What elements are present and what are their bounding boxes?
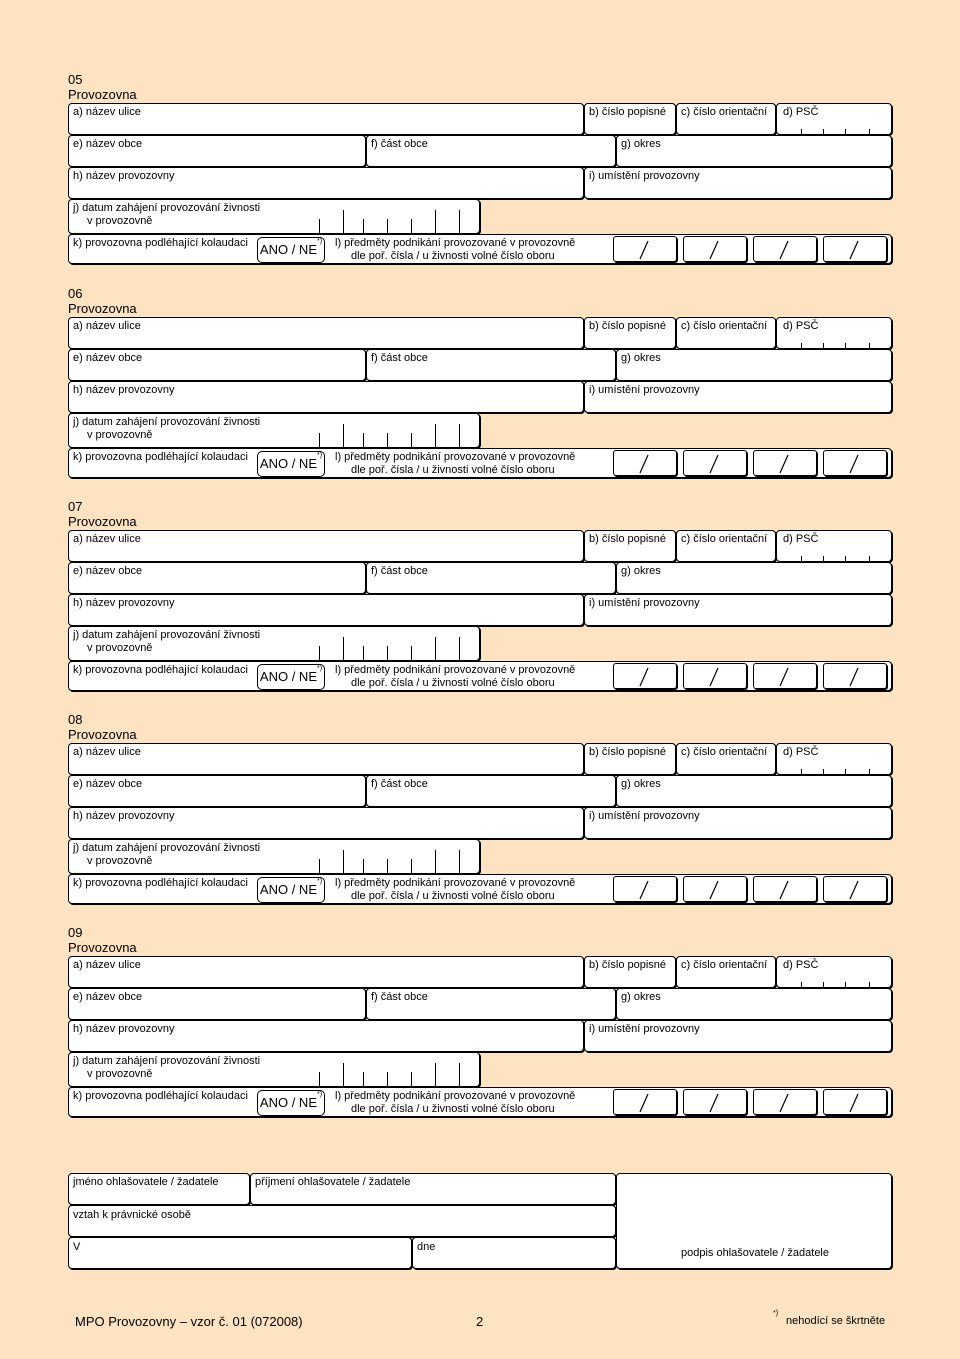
street-name-label: a) název ulice [73, 106, 141, 118]
orientation-number-field[interactable] [676, 317, 776, 349]
business-subject-code-field[interactable] [683, 663, 747, 689]
digit-separator [459, 850, 460, 874]
business-subject-code-field[interactable] [823, 236, 887, 262]
business-subject-code-field[interactable] [753, 450, 817, 476]
digit-separator [363, 219, 364, 234]
establishment-location-label: i) umístění provozovny [589, 810, 700, 822]
street-name-label: a) název ulice [73, 533, 141, 545]
slash-divider [754, 877, 816, 901]
street-name-field[interactable] [68, 317, 584, 349]
ano-ne-footnote-mark: *) [317, 878, 323, 885]
establishment-location-label: i) umístění provozovny [589, 170, 700, 182]
postal-code-label: d) PSČ [783, 533, 819, 545]
ano-ne-footnote-mark: *) [317, 1091, 323, 1098]
slash-divider [684, 451, 746, 475]
municipality-part-field[interactable] [366, 775, 616, 807]
slash-line [710, 1094, 718, 1112]
slash-divider [614, 877, 676, 901]
establishment-name-field[interactable] [68, 807, 584, 839]
postal-code-label: d) PSČ [783, 320, 819, 332]
establishment-name-field[interactable] [68, 1020, 584, 1052]
slash-divider [754, 237, 816, 261]
district-label: g) okres [621, 991, 661, 1003]
business-subject-code-field[interactable] [613, 1089, 677, 1115]
digit-separator [363, 433, 364, 448]
start-date-label: j) datum zahájení provozování živnosti [73, 416, 261, 428]
house-number-field[interactable] [584, 956, 676, 988]
business-subject-code-field[interactable] [823, 876, 887, 902]
postal-code-field[interactable] [776, 956, 892, 988]
postal-code-field[interactable] [776, 530, 892, 562]
establishment-name-label: h) název provozovny [73, 597, 175, 609]
section-title: 06 Provozovna [68, 286, 137, 316]
start-date-label: j) datum zahájení provozování živnosti [73, 629, 261, 641]
slash-divider [614, 1090, 676, 1114]
digit-separator [411, 219, 412, 234]
occupancy-permit-label: k) provozovna podléhající kolaudaci [73, 237, 248, 249]
establishment-name-label: h) název provozovny [73, 1023, 175, 1035]
slash-divider [614, 451, 676, 475]
ano-ne-text: ANO / NE [259, 669, 317, 684]
slash-divider [754, 451, 816, 475]
establishment-name-label: h) název provozovny [73, 170, 175, 182]
start-date-label-cont: v provozovně [87, 215, 153, 227]
business-subject-code-field[interactable] [823, 450, 887, 476]
slash-line [780, 1094, 788, 1112]
digit-separator [387, 219, 388, 234]
postal-code-field[interactable] [776, 317, 892, 349]
digit-separator [343, 210, 344, 234]
relation-label: vztah k právnické osobě [73, 1209, 192, 1221]
postal-code-field[interactable] [776, 103, 892, 135]
start-date-label: j) datum zahájení provozování živnosti [73, 842, 261, 854]
business-subject-code-field[interactable] [613, 450, 677, 476]
slash-line [640, 881, 648, 899]
digit-separator [459, 210, 460, 234]
digit-separator [319, 433, 320, 448]
digit-separator [319, 859, 320, 874]
business-subjects-label-cont: dle poř. čísla / u živnosti volné číslo oboru [351, 1103, 555, 1115]
slash-line [850, 668, 858, 686]
ano-ne-choice[interactable] [257, 1090, 325, 1116]
street-name-field[interactable] [68, 103, 584, 135]
digit-separator [411, 646, 412, 661]
house-number-label: b) číslo popisné [589, 746, 667, 758]
slash-line [710, 668, 718, 686]
slash-line [850, 455, 858, 473]
slash-line [710, 455, 718, 473]
municipality-part-label: f) část obce [371, 352, 428, 364]
start-date-field[interactable] [68, 626, 480, 661]
occupancy-permit-label: k) provozovna podléhající kolaudaci [73, 1090, 248, 1102]
municipality-label: e) název obce [73, 778, 143, 790]
start-date-label: j) datum zahájení provozování živnosti [73, 1055, 261, 1067]
orientation-number-field[interactable] [676, 743, 776, 775]
business-subjects-label: l) předměty podnikání provozované v provozovně [335, 1090, 576, 1102]
digit-separator [435, 850, 436, 874]
municipality-label: e) název obce [73, 991, 143, 1003]
slash-divider [824, 451, 886, 475]
business-subject-code-field[interactable] [753, 663, 817, 689]
street-name-label: a) název ulice [73, 746, 141, 758]
district-label: g) okres [621, 778, 661, 790]
ano-ne-text: ANO / NE [259, 456, 317, 471]
municipality-field[interactable] [68, 349, 366, 381]
start-date-label: j) datum zahájení provozování živnosti [73, 202, 261, 214]
slash-line [640, 455, 648, 473]
municipality-part-field[interactable] [366, 135, 616, 167]
house-number-field[interactable] [584, 103, 676, 135]
postal-code-label: d) PSČ [783, 106, 819, 118]
digit-separator [435, 637, 436, 661]
start-date-field[interactable] [68, 839, 480, 874]
slash-line [640, 668, 648, 686]
ano-ne-footnote-mark: *) [317, 238, 323, 245]
street-name-field[interactable] [68, 743, 584, 775]
section-title: 09 Provozovna [68, 925, 137, 955]
ano-ne-choice[interactable] [257, 877, 325, 903]
start-date-field[interactable] [68, 199, 480, 234]
house-number-field[interactable] [584, 317, 676, 349]
slash-line [850, 1094, 858, 1112]
business-subjects-label-cont: dle poř. čísla / u živnosti volné číslo oboru [351, 890, 555, 902]
business-subjects-label: l) předměty podnikání provozované v provozovně [335, 237, 576, 249]
municipality-part-label: f) část obce [371, 778, 428, 790]
municipality-part-label: f) část obce [371, 565, 428, 577]
municipality-part-label: f) část obce [371, 991, 428, 1003]
orientation-number-label: c) číslo orientační [681, 106, 768, 118]
orientation-number-label: c) číslo orientační [681, 533, 768, 545]
orientation-number-field[interactable] [676, 103, 776, 135]
orientation-number-label: c) číslo orientační [681, 746, 768, 758]
ano-ne-footnote-mark: *) [317, 665, 323, 672]
start-date-label-cont: v provozovně [87, 642, 153, 654]
establishment-location-label: i) umístění provozovny [589, 384, 700, 396]
business-subject-code-field[interactable] [823, 1089, 887, 1115]
street-name-label: a) název ulice [73, 320, 141, 332]
postal-code-label: d) PSČ [783, 746, 819, 758]
street-name-label: a) název ulice [73, 959, 141, 971]
business-subject-code-field[interactable] [613, 876, 677, 902]
slash-divider [614, 664, 676, 688]
date-field[interactable] [412, 1237, 616, 1269]
municipality-field[interactable] [68, 775, 366, 807]
slash-line [780, 668, 788, 686]
last-name-label: příjmení ohlašovatele / žadatele [255, 1176, 411, 1188]
date-label: dne [417, 1241, 436, 1253]
business-subject-code-field[interactable] [823, 663, 887, 689]
last-name-field[interactable] [250, 1173, 616, 1205]
orientation-number-field[interactable] [676, 530, 776, 562]
establishment-name-field[interactable] [68, 594, 584, 626]
digit-separator [343, 1063, 344, 1087]
district-label: g) okres [621, 352, 661, 364]
district-field[interactable] [616, 562, 892, 594]
house-number-field[interactable] [584, 743, 676, 775]
digit-separator [363, 646, 364, 661]
slash-line [710, 241, 718, 259]
business-subject-code-field[interactable] [683, 876, 747, 902]
ano-ne-text: ANO / NE [259, 1095, 317, 1110]
district-field[interactable] [616, 988, 892, 1020]
digit-separator [387, 1072, 388, 1087]
business-subject-code-field[interactable] [613, 663, 677, 689]
slash-line [640, 241, 648, 259]
district-label: g) okres [621, 565, 661, 577]
digit-separator [435, 1063, 436, 1087]
section-title: 07 Provozovna [68, 499, 137, 529]
municipality-field[interactable] [68, 562, 366, 594]
municipality-part-field[interactable] [366, 988, 616, 1020]
start-date-field[interactable] [68, 1052, 480, 1087]
signature-label: podpis ohlašovatele / žadatele [681, 1247, 829, 1259]
digit-separator [459, 637, 460, 661]
place-field[interactable] [68, 1237, 412, 1269]
slash-divider [824, 237, 886, 261]
ano-ne-text: ANO / NE [259, 882, 317, 897]
slash-line [850, 881, 858, 899]
digit-separator [387, 646, 388, 661]
orientation-number-label: c) číslo orientační [681, 959, 768, 971]
establishment-location-label: i) umístění provozovny [589, 597, 700, 609]
occupancy-permit-label: k) provozovna podléhající kolaudaci [73, 664, 248, 676]
slash-divider [614, 237, 676, 261]
municipality-part-label: f) část obce [371, 138, 428, 150]
section-title: 05 Provozovna [68, 72, 137, 102]
establishment-name-field[interactable] [68, 167, 584, 199]
postal-code-label: d) PSČ [783, 959, 819, 971]
digit-separator [459, 424, 460, 448]
slash-line [780, 455, 788, 473]
ano-ne-choice[interactable] [257, 237, 325, 263]
ano-ne-footnote-mark: *) [317, 452, 323, 459]
house-number-label: b) číslo popisné [589, 320, 667, 332]
occupancy-permit-label: k) provozovna podléhající kolaudaci [73, 451, 248, 463]
orientation-number-label: c) číslo orientační [681, 320, 768, 332]
digit-separator [319, 1072, 320, 1087]
house-number-field[interactable] [584, 530, 676, 562]
business-subjects-label-cont: dle poř. čísla / u živnosti volné číslo oboru [351, 677, 555, 689]
house-number-label: b) číslo popisné [589, 533, 667, 545]
orientation-number-field[interactable] [676, 956, 776, 988]
slash-divider [684, 1090, 746, 1114]
signature-field[interactable] [616, 1173, 892, 1269]
slash-line [780, 881, 788, 899]
section-title: 08 Provozovna [68, 712, 137, 742]
slash-divider [684, 237, 746, 261]
district-label: g) okres [621, 138, 661, 150]
digit-separator [411, 433, 412, 448]
business-subjects-label-cont: dle poř. čísla / u živnosti volné číslo oboru [351, 250, 555, 262]
establishment-location-field[interactable] [584, 807, 892, 839]
municipality-part-field[interactable] [366, 562, 616, 594]
slash-divider [754, 1090, 816, 1114]
relation-field[interactable] [68, 1205, 616, 1237]
place-label: V [73, 1241, 81, 1253]
slash-line [640, 1094, 648, 1112]
district-field[interactable] [616, 135, 892, 167]
footnote-mark: *) [773, 1310, 779, 1317]
establishment-name-label: h) název provozovny [73, 384, 175, 396]
first-name-field[interactable] [68, 1173, 250, 1205]
occupancy-permit-row[interactable] [68, 1087, 892, 1117]
digit-separator [319, 646, 320, 661]
digit-separator [411, 1072, 412, 1087]
occupancy-permit-row[interactable] [68, 448, 892, 478]
establishment-name-label: h) název provozovny [73, 810, 175, 822]
digit-separator [363, 1072, 364, 1087]
occupancy-permit-row[interactable] [68, 874, 892, 904]
postal-code-field[interactable] [776, 743, 892, 775]
business-subjects-label: l) předměty podnikání provozované v provozovně [335, 877, 576, 889]
ano-ne-text: ANO / NE [259, 242, 317, 257]
slash-divider [824, 664, 886, 688]
municipality-field[interactable] [68, 988, 366, 1020]
business-subjects-label-cont: dle poř. čísla / u živnosti volné číslo oboru [351, 464, 555, 476]
slash-divider [824, 1090, 886, 1114]
business-subject-code-field[interactable] [683, 1089, 747, 1115]
start-date-field[interactable] [68, 413, 480, 448]
business-subject-code-field[interactable] [753, 236, 817, 262]
business-subjects-label: l) předměty podnikání provozované v provozovně [335, 664, 576, 676]
municipality-field[interactable] [68, 135, 366, 167]
establishment-location-label: i) umístění provozovny [589, 1023, 700, 1035]
page-number: 2 [476, 1314, 484, 1329]
business-subject-code-field[interactable] [753, 876, 817, 902]
business-subject-code-field[interactable] [683, 450, 747, 476]
digit-separator [363, 859, 364, 874]
district-field[interactable] [616, 349, 892, 381]
street-name-field[interactable] [68, 530, 584, 562]
start-date-label-cont: v provozovně [87, 855, 153, 867]
business-subject-code-field[interactable] [613, 236, 677, 262]
establishment-location-field[interactable] [584, 381, 892, 413]
footnote-text: nehodící se škrtněte [786, 1315, 886, 1327]
district-field[interactable] [616, 775, 892, 807]
digit-separator [319, 219, 320, 234]
business-subject-code-field[interactable] [683, 236, 747, 262]
digit-separator [387, 859, 388, 874]
occupancy-permit-row[interactable] [68, 234, 892, 264]
slash-divider [684, 877, 746, 901]
digit-separator [435, 424, 436, 448]
slash-line [710, 881, 718, 899]
digit-separator [435, 210, 436, 234]
digit-separator [343, 424, 344, 448]
slash-divider [824, 877, 886, 901]
house-number-label: b) číslo popisné [589, 106, 667, 118]
establishment-name-field[interactable] [68, 381, 584, 413]
digit-separator [459, 1063, 460, 1087]
start-date-label-cont: v provozovně [87, 429, 153, 441]
first-name-label: jméno ohlašovatele / žadatele [73, 1176, 219, 1188]
municipality-label: e) název obce [73, 352, 143, 364]
ano-ne-choice[interactable] [257, 451, 325, 477]
digit-separator [343, 637, 344, 661]
slash-divider [684, 664, 746, 688]
digit-separator [387, 433, 388, 448]
start-date-label-cont: v provozovně [87, 1068, 153, 1080]
occupancy-permit-row[interactable] [68, 661, 892, 691]
business-subjects-label: l) předměty podnikání provozované v provozovně [335, 451, 576, 463]
municipality-label: e) název obce [73, 565, 143, 577]
municipality-part-field[interactable] [366, 349, 616, 381]
ano-ne-choice[interactable] [257, 664, 325, 690]
street-name-field[interactable] [68, 956, 584, 988]
slash-line [780, 241, 788, 259]
form-identifier: MPO Provozovny – vzor č. 01 (072008) [75, 1314, 303, 1329]
digit-separator [343, 850, 344, 874]
occupancy-permit-label: k) provozovna podléhající kolaudaci [73, 877, 248, 889]
establishment-location-field[interactable] [584, 167, 892, 199]
establishment-location-field[interactable] [584, 594, 892, 626]
house-number-label: b) číslo popisné [589, 959, 667, 971]
digit-separator [411, 859, 412, 874]
municipality-label: e) název obce [73, 138, 143, 150]
establishment-location-field[interactable] [584, 1020, 892, 1052]
slash-line [850, 241, 858, 259]
slash-divider [754, 664, 816, 688]
business-subject-code-field[interactable] [753, 1089, 817, 1115]
